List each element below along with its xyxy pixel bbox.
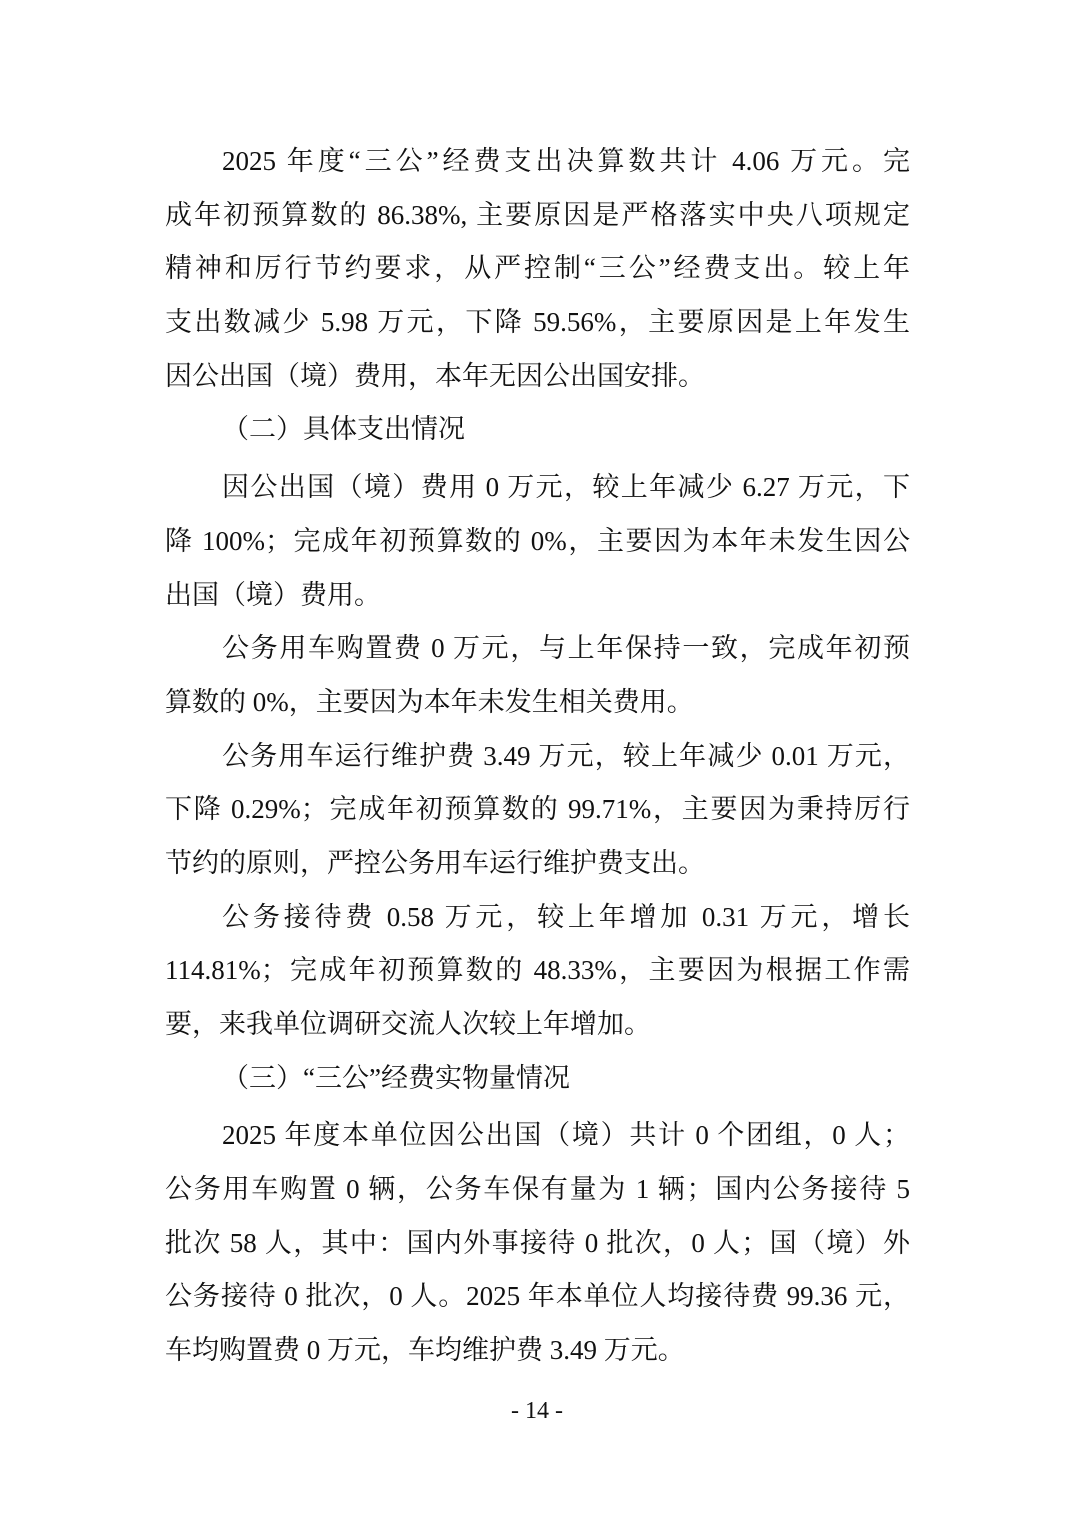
paragraph — [165, 622, 910, 729]
paragraph-line: 要，来我单位调研交流人次较上年增加。 — [165, 1009, 651, 1039]
page-number: - 14 - — [511, 1398, 563, 1424]
paragraph-line: 公务用车运行维护费 3.49 万元，较上年减少 0.01 万元， — [222, 740, 910, 771]
section-heading — [165, 403, 910, 457]
paragraph-line: 精神和厉行节约要求，从严控制“三公”经费支出。较上年 — [165, 253, 910, 284]
section-heading — [165, 1052, 910, 1106]
paragraph-line: 节约的原则，严控公务用车运行维护费支出。 — [165, 847, 705, 878]
paragraph-line: 批次 58 人，其中：国内外事接待 0 批次，0 人；国（境）外 — [165, 1227, 910, 1258]
section-heading-text: （二）具体支出情况 — [222, 414, 465, 445]
paragraph-line: 公务接待 0 批次，0 人。2025 年本单位人均接待费 99.36 元， — [165, 1281, 910, 1312]
paragraph-line: 公务接待费 0.58 万元，较上年增加 0.31 万元，增长 — [222, 901, 910, 932]
paragraph — [165, 730, 910, 891]
document-body — [165, 135, 910, 1378]
paragraph-line: 出国（境）费用。 — [165, 579, 381, 610]
paragraph-line: 公务用车购置 0 辆，公务车保有量为 1 辆；国内公务接待 5 — [165, 1174, 910, 1205]
paragraph-line: 114.81%；完成年初预算数的 48.33%，主要因为根据工作需 — [165, 955, 910, 986]
paragraph-line: 下降 0.29%；完成年初预算数的 99.71%，主要因为秉持厉行 — [165, 794, 910, 825]
paragraph-line: 成年初预算数的 86.38%, 主要原因是严格落实中央八项规定 — [165, 199, 910, 230]
paragraph — [165, 135, 910, 403]
paragraph — [165, 891, 910, 1052]
paragraph-line: 2025 年度本单位因公出国（境）共计 0 个团组，0 人； — [222, 1120, 910, 1151]
paragraph-line: 车均购置费 0 万元，车均维护费 3.49 万元。 — [165, 1335, 685, 1366]
paragraph-line: 因公出国（境）费用 0 万元，较上年减少 6.27 万元，下 — [222, 472, 910, 503]
paragraph-line: 算数的 0%，主要因为本年未发生相关费用。 — [165, 686, 694, 717]
section-heading-text: （三）“三公”经费实物量情况 — [222, 1062, 570, 1093]
paragraph — [165, 461, 910, 622]
paragraph-line: 因公出国（境）费用，本年无因公出国安排。 — [165, 360, 705, 391]
paragraph — [165, 1109, 910, 1377]
paragraph-line: 2025 年度“三公”经费支出决算数共计 4.06 万元。完 — [222, 146, 910, 176]
paragraph-line: 公务用车购置费 0 万元，与上年保持一致，完成年初预 — [222, 633, 910, 664]
paragraph-line: 支出数减少 5.98 万元，下降 59.56%，主要原因是上年发生 — [165, 307, 910, 338]
paragraph-line: 降 100%；完成年初预算数的 0%，主要因为本年未发生因公 — [165, 525, 910, 556]
